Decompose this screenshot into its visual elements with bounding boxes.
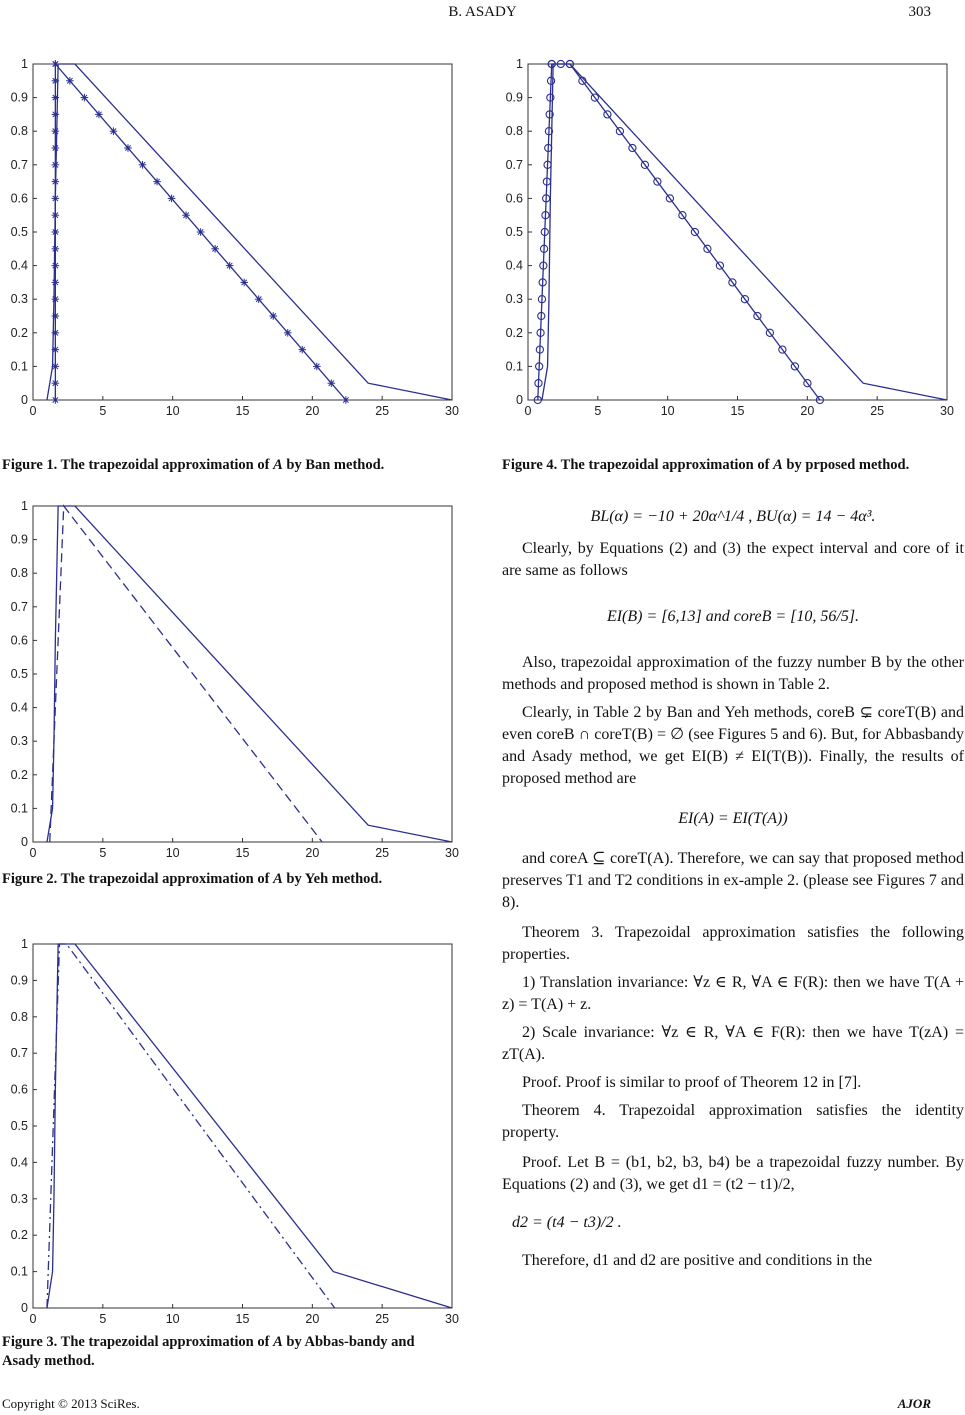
data-point-star [52,127,60,135]
y-tick-label: 0.4 [505,258,523,273]
paragraph: Also, trapezoidal approximation of the fuzzy number B by the other methods and proposed method is shown in Table 2. [502,654,964,693]
data-point-star [52,211,60,219]
data-point-star [52,195,60,203]
right-column-text [502,506,964,1272]
y-tick-label: 0.8 [10,1009,28,1024]
x-tick-label: 5 [99,1312,107,1326]
paragraph: Clearly, in Table 2 by Ban and Yeh methods, coreB ⊊ coreT(B) and even coreB ∩ coreT(B) = ∅ (see Figures 5 and 6). But, for Abbasbandy and Asady method, we get EI(B) ≠ EI(T(B)). Finally, the results of proposed method are [502,704,964,787]
y-tick-label: 0.1 [10,359,28,374]
x-tick-label: 10 [165,1312,180,1326]
data-point-star [153,178,161,186]
series-line-solid [47,64,452,400]
x-tick-label: 20 [305,404,320,418]
x-tick-label: 5 [594,404,602,418]
data-point-star [52,161,60,169]
y-tick-label: 0.7 [10,1046,28,1061]
y-tick-label: 0.5 [505,225,523,239]
theorem-3: Theorem 3. Trapezoidal approximation satisfies the following properties. [502,924,964,963]
series-line-solid [47,944,452,1308]
paragraph: Clearly, by Equations (2) and (3) the expect interval and core of it are same as follows [502,540,964,579]
x-tick-label: 20 [800,404,815,418]
property-scale: 2) Scale invariance: ∀z ∈ R, ∀A ∈ F(R): then we have T(zA) = zT(A). [502,1024,964,1063]
x-tick-label: 15 [730,404,745,418]
y-tick-label: 0.4 [10,700,28,715]
data-point-star [52,262,60,270]
y-tick-label: 0.3 [505,292,523,307]
journal-abbrev: AJOR [897,1396,931,1411]
y-tick-label: 0 [21,393,28,407]
data-point-star [182,211,190,219]
y-tick-label: 0 [21,1301,28,1315]
y-tick-label: 0.6 [10,191,28,206]
figure-1-caption: Figure 1. The trapezoidal approximation of A by Ban method. [2,457,385,473]
x-tick-label: 5 [99,404,107,418]
y-tick-label: 0.8 [10,566,28,581]
paragraph: and coreA ⊆ coreT(A). Therefore, we can say that proposed method preserves T1 and T2 conditions in ex-ample 2. (please see Figures 7 and 8). [502,850,964,911]
y-tick-label: 0.5 [10,1119,28,1133]
series-line-dashed [50,506,322,842]
data-point-star [255,295,263,303]
figure-1-chart [0,52,470,422]
y-tick-label: 0.1 [10,801,28,816]
equation-ei-a: EI(A) = EI(T(A)) [678,810,788,827]
y-tick-label: 0.6 [505,191,523,206]
figure-3-chart [0,932,470,1330]
y-tick-label: 0.9 [10,90,28,105]
data-point-star [52,245,60,253]
data-point-star [269,312,277,320]
data-point-star [52,144,60,152]
y-tick-label: 0.8 [10,124,28,139]
y-tick-label: 0.9 [10,973,28,988]
y-tick-label: 0.1 [10,1264,28,1279]
data-point-star [52,379,60,387]
x-tick-label: 20 [305,846,320,860]
series-line-solid [542,64,947,400]
data-point-star [226,262,234,270]
plot-frame [33,506,452,842]
figure-4-caption: Figure 4. The trapezoidal approximation of A by prposed method. [502,457,910,473]
y-tick-label: 0 [21,835,28,849]
data-point-star [52,396,60,404]
y-tick-label: 0.9 [10,532,28,547]
y-tick-label: 0.6 [10,1082,28,1097]
y-tick-label: 0.4 [10,258,28,273]
y-tick-label: 0.5 [10,225,28,239]
data-point-star [168,195,176,203]
y-tick-label: 1 [21,499,28,513]
x-tick-label: 0 [29,846,37,860]
y-tick-label: 0.2 [10,325,28,340]
data-point-star [52,312,60,320]
x-tick-label: 10 [165,404,180,418]
x-tick-label: 30 [445,404,459,418]
data-point-star [298,346,306,354]
data-point-star [66,77,74,85]
plot-frame [33,944,452,1308]
y-tick-label: 0.6 [10,633,28,648]
page-number: 303 [908,4,931,20]
data-point-star [211,245,219,253]
y-tick-label: 0.2 [10,1228,28,1243]
y-tick-label: 0.7 [10,157,28,172]
data-point-star [52,178,60,186]
x-tick-label: 10 [660,404,675,418]
y-tick-label: 0.5 [10,667,28,681]
x-tick-label: 25 [870,404,885,418]
plot-frame [528,64,947,400]
data-point-star [328,379,336,387]
equation-expected-interval: EI(B) = [6,13] and coreB = [10, 56/5]. [606,608,860,625]
x-tick-label: 5 [99,846,107,860]
y-tick-label: 0 [516,393,523,407]
data-point-star [197,228,205,236]
data-point-star [52,111,60,119]
series-line-marker-circle [538,64,820,400]
figure-2-chart [0,494,470,864]
y-tick-label: 0.2 [505,325,523,340]
y-tick-label: 0.8 [505,124,523,139]
copyright: Copyright © 2013 SciRes. [2,1396,140,1411]
data-point-star [124,144,132,152]
y-tick-label: 0.3 [10,734,28,749]
data-point-star [52,77,60,85]
y-tick-label: 1 [21,57,28,71]
figure-4 [495,52,965,422]
figure-1 [0,52,470,422]
x-tick-label: 30 [445,846,459,860]
proof: Proof. Proof is similar to proof of Theorem 12 in [7]. [522,1074,862,1091]
y-tick-label: 0.7 [10,599,28,614]
y-tick-label: 0.7 [505,157,523,172]
y-tick-label: 0.2 [10,767,28,782]
x-tick-label: 0 [524,404,532,418]
x-tick-label: 25 [375,846,390,860]
x-tick-label: 25 [375,1312,390,1326]
figure-2-caption: Figure 2. The trapezoidal approximation of A by Yeh method. [2,871,383,887]
data-point-star [342,396,350,404]
x-tick-label: 15 [235,1312,250,1326]
x-tick-label: 20 [305,1312,320,1326]
y-tick-label: 0.3 [10,292,28,307]
data-point-star [52,228,60,236]
data-point-star [240,279,248,287]
y-tick-label: 0.9 [505,90,523,105]
data-point-star [313,363,321,371]
x-tick-label: 30 [940,404,954,418]
paragraph: Therefore, d1 and d2 are positive and conditions in the [522,1252,873,1269]
proof-theorem-4: Proof. Let B = (b1, b2, b3, b4) be a trapezoidal fuzzy number. By Equations (2) and (3), we get d1 = (t2 − t1)/2, [502,1154,964,1193]
y-tick-label: 1 [516,57,523,71]
y-tick-label: 0.1 [505,359,523,374]
figure-2 [0,494,470,864]
equation-bl-bu: BL(α) = −10 + 20α^1/4 , BU(α) = 14 − 4α³. [590,508,876,525]
running-header-author: B. ASADY [448,4,517,20]
x-tick-label: 15 [235,846,250,860]
y-tick-label: 1 [21,937,28,951]
series-line-dashdot [47,944,335,1308]
y-tick-label: 0.4 [10,1155,28,1170]
data-point-star [52,279,60,287]
data-point-star [110,127,118,135]
y-tick-label: 0.3 [10,1191,28,1206]
theorem-4: Theorem 4. Trapezoidal approximation satisfies the identity property. [502,1102,964,1141]
x-tick-label: 15 [235,404,250,418]
equation-d2: d2 = (t4 − t3)/2 . [512,1214,622,1231]
x-tick-label: 30 [445,1312,459,1326]
x-tick-label: 0 [29,404,37,418]
x-tick-label: 25 [375,404,390,418]
figure-3 [0,932,470,1330]
property-translation: 1) Translation invariance: ∀z ∈ R, ∀A ∈ F(R): then we have T(A + z) = T(A) + z. [502,974,964,1013]
figure-3-caption: Figure 3. The trapezoidal approximation of A by Abbas-bandy and Asady method. [2,1334,415,1369]
x-tick-label: 10 [165,846,180,860]
figure-4-chart [495,52,965,422]
data-point-star [52,295,60,303]
x-tick-label: 0 [29,1312,37,1326]
data-point-star [284,329,292,337]
series-line-solid [47,506,452,842]
